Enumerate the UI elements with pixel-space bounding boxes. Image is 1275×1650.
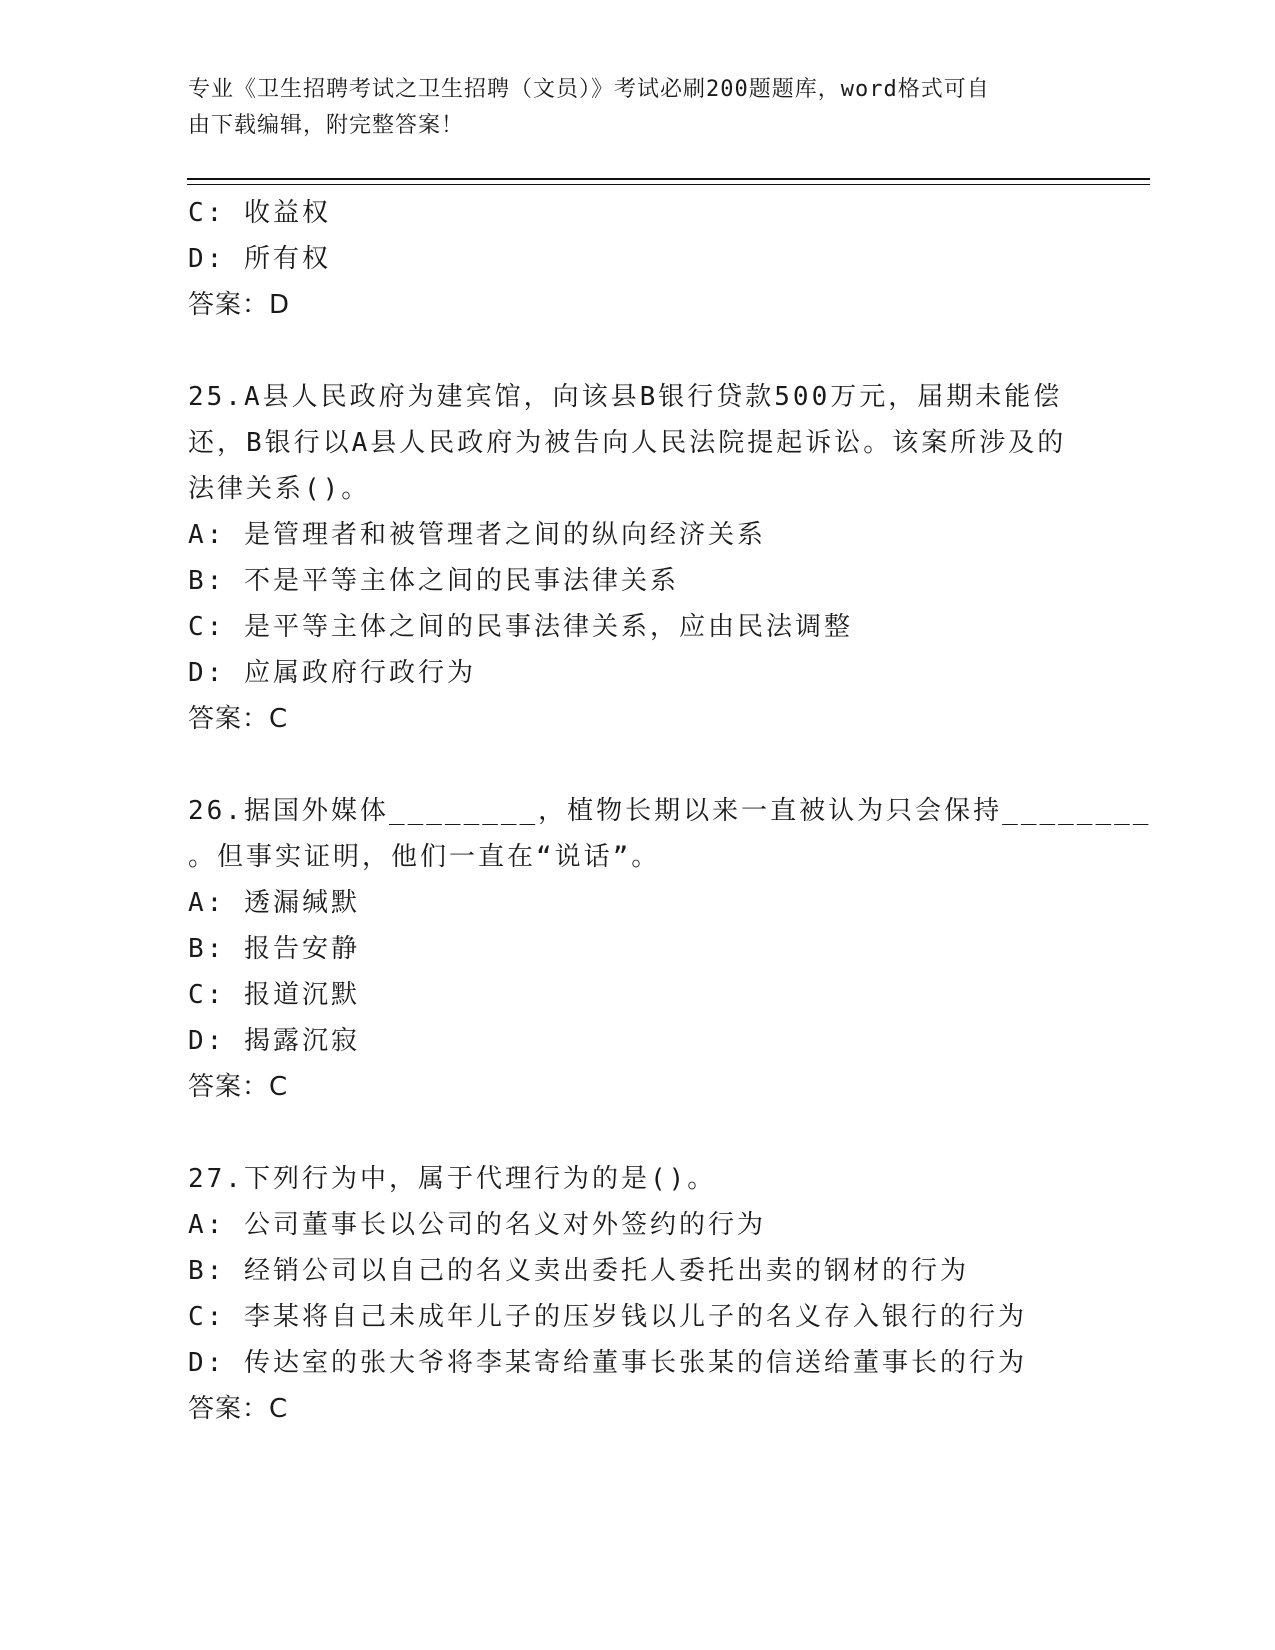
document-header bbox=[188, 72, 1088, 144]
header-line-2: 由下载编辑，附完整答案！ bbox=[188, 113, 465, 138]
question-line: 法律关系()。 bbox=[188, 474, 371, 504]
spacer bbox=[188, 1110, 1088, 1156]
option-d: D: 所有权 bbox=[188, 244, 331, 274]
question-text bbox=[188, 374, 1088, 512]
question-list bbox=[188, 190, 1152, 1432]
question-line: 还，B银行以A县人民政府为被告向人民法院提起诉讼。该案所涉及的 bbox=[188, 428, 1067, 458]
answer-line: 答案：D bbox=[188, 290, 291, 320]
question-text bbox=[188, 1156, 1088, 1202]
header-divider bbox=[187, 178, 1150, 185]
question-line: 27.下列行为中，属于代理行为的是()。 bbox=[188, 1164, 717, 1194]
option-b: B: 不是平等主体之间的民事法律关系 bbox=[188, 566, 679, 596]
option-a: A: 公司董事长以公司的名义对外签约的行为 bbox=[188, 1210, 766, 1240]
option-c: C: 李某将自己未成年儿子的压岁钱以儿子的名义存入银行的行为 bbox=[188, 1302, 1027, 1332]
option-a: A: 是管理者和被管理者之间的纵向经济关系 bbox=[188, 520, 766, 550]
option-c: C: 收益权 bbox=[188, 198, 331, 228]
answer-line: 答案：C bbox=[188, 704, 289, 734]
question-line: 26.据国外媒体________，植物长期以来一直被认为只会保持________ bbox=[188, 796, 1152, 826]
spacer bbox=[188, 328, 1088, 374]
question-line: 。但事实证明，他们一直在“说话”。 bbox=[188, 842, 661, 872]
answer-line: 答案：C bbox=[188, 1394, 289, 1424]
option-d: D: 应属政府行政行为 bbox=[188, 658, 476, 688]
option-c: C: 是平等主体之间的民事法律关系，应由民法调整 bbox=[188, 612, 853, 642]
option-b: B: 报告安静 bbox=[188, 934, 360, 964]
question-26 bbox=[188, 788, 1152, 1110]
question-27 bbox=[188, 1156, 1088, 1432]
option-d: D: 揭露沉寂 bbox=[188, 1026, 360, 1056]
question-text bbox=[188, 788, 1152, 880]
option-b: B: 经销公司以自己的名义卖出委托人委托出卖的钢材的行为 bbox=[188, 1256, 969, 1286]
header-line-1: 专业《卫生招聘考试之卫生招聘（文员）》考试必刷200题题库，word格式可自 bbox=[188, 77, 990, 102]
answer-line: 答案：C bbox=[188, 1072, 289, 1102]
option-c: C: 报道沉默 bbox=[188, 980, 360, 1010]
spacer bbox=[188, 742, 1088, 788]
option-a: A: 透漏缄默 bbox=[188, 888, 360, 918]
question-line: 25.A县人民政府为建宾馆，向该县B银行贷款500万元，届期未能偿 bbox=[188, 382, 1063, 412]
previous-question-tail bbox=[188, 190, 1088, 328]
question-25 bbox=[188, 374, 1088, 742]
option-d: D: 传达室的张大爷将李某寄给董事长张某的信送给董事长的行为 bbox=[188, 1348, 1027, 1378]
